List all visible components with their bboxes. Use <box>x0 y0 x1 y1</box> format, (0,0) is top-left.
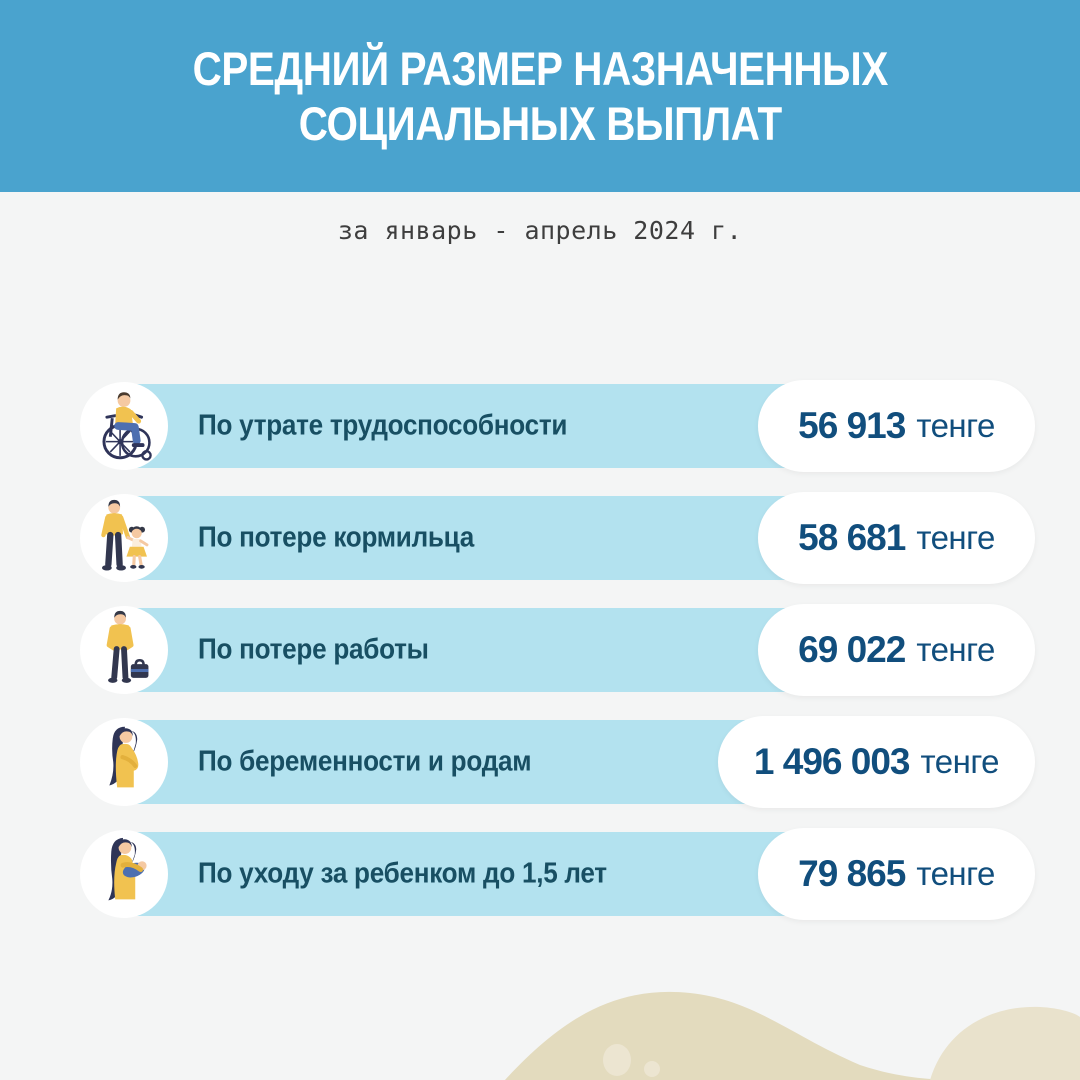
amount-value: 58 681 <box>798 517 906 558</box>
mother-baby-icon <box>80 830 168 918</box>
amount-pill <box>758 380 1035 472</box>
pregnant-woman-icon <box>80 718 168 806</box>
payment-row <box>0 719 1080 805</box>
amount-pill <box>758 604 1035 696</box>
period-subtitle: за январь - апрель 2024 г. <box>337 216 743 245</box>
header-banner <box>0 0 1080 192</box>
amount-unit: тенге <box>916 519 995 556</box>
payment-label: По беременности и родам <box>198 745 532 778</box>
payment-row <box>0 607 1080 693</box>
payment-row <box>0 383 1080 469</box>
payment-row <box>0 495 1080 581</box>
amount-pill <box>718 716 1035 808</box>
page-title-line-1: СРЕДНИЙ РАЗМЕР НАЗНАЧЕННЫХ <box>192 41 888 95</box>
person-wheelchair-icon <box>80 382 168 470</box>
payment-label: По утрате трудоспособности <box>198 409 568 442</box>
rows <box>0 383 1080 943</box>
page-title <box>192 41 887 152</box>
amount-value: 69 022 <box>798 629 906 670</box>
amount-pill <box>758 828 1035 920</box>
amount-pill <box>758 492 1035 584</box>
decorative-blobs <box>0 935 1080 1080</box>
amount-unit: тенге <box>916 631 995 668</box>
amount-value: 79 865 <box>798 853 906 894</box>
blob-dot-large <box>603 1044 631 1076</box>
payment-label: По потере кормильца <box>198 521 475 554</box>
blob-dot-small <box>644 1061 660 1077</box>
beige-blob-main <box>505 992 970 1080</box>
amount-unit: тенге <box>920 743 999 780</box>
page-title-line-2: СОЦИАЛЬНЫХ ВЫПЛАТ <box>298 97 782 150</box>
man-briefcase-icon <box>80 606 168 694</box>
payment-label: По потере работы <box>198 633 429 666</box>
amount-unit: тенге <box>916 407 995 444</box>
payment-label: По уходу за ребенком до 1,5 лет <box>198 857 607 890</box>
amount-value: 56 913 <box>798 405 906 446</box>
amount-value: 1 496 003 <box>753 741 910 782</box>
father-child-icon <box>80 494 168 582</box>
payment-row <box>0 831 1080 917</box>
amount-unit: тенге <box>916 855 995 892</box>
beige-blob-right <box>930 1007 1080 1080</box>
